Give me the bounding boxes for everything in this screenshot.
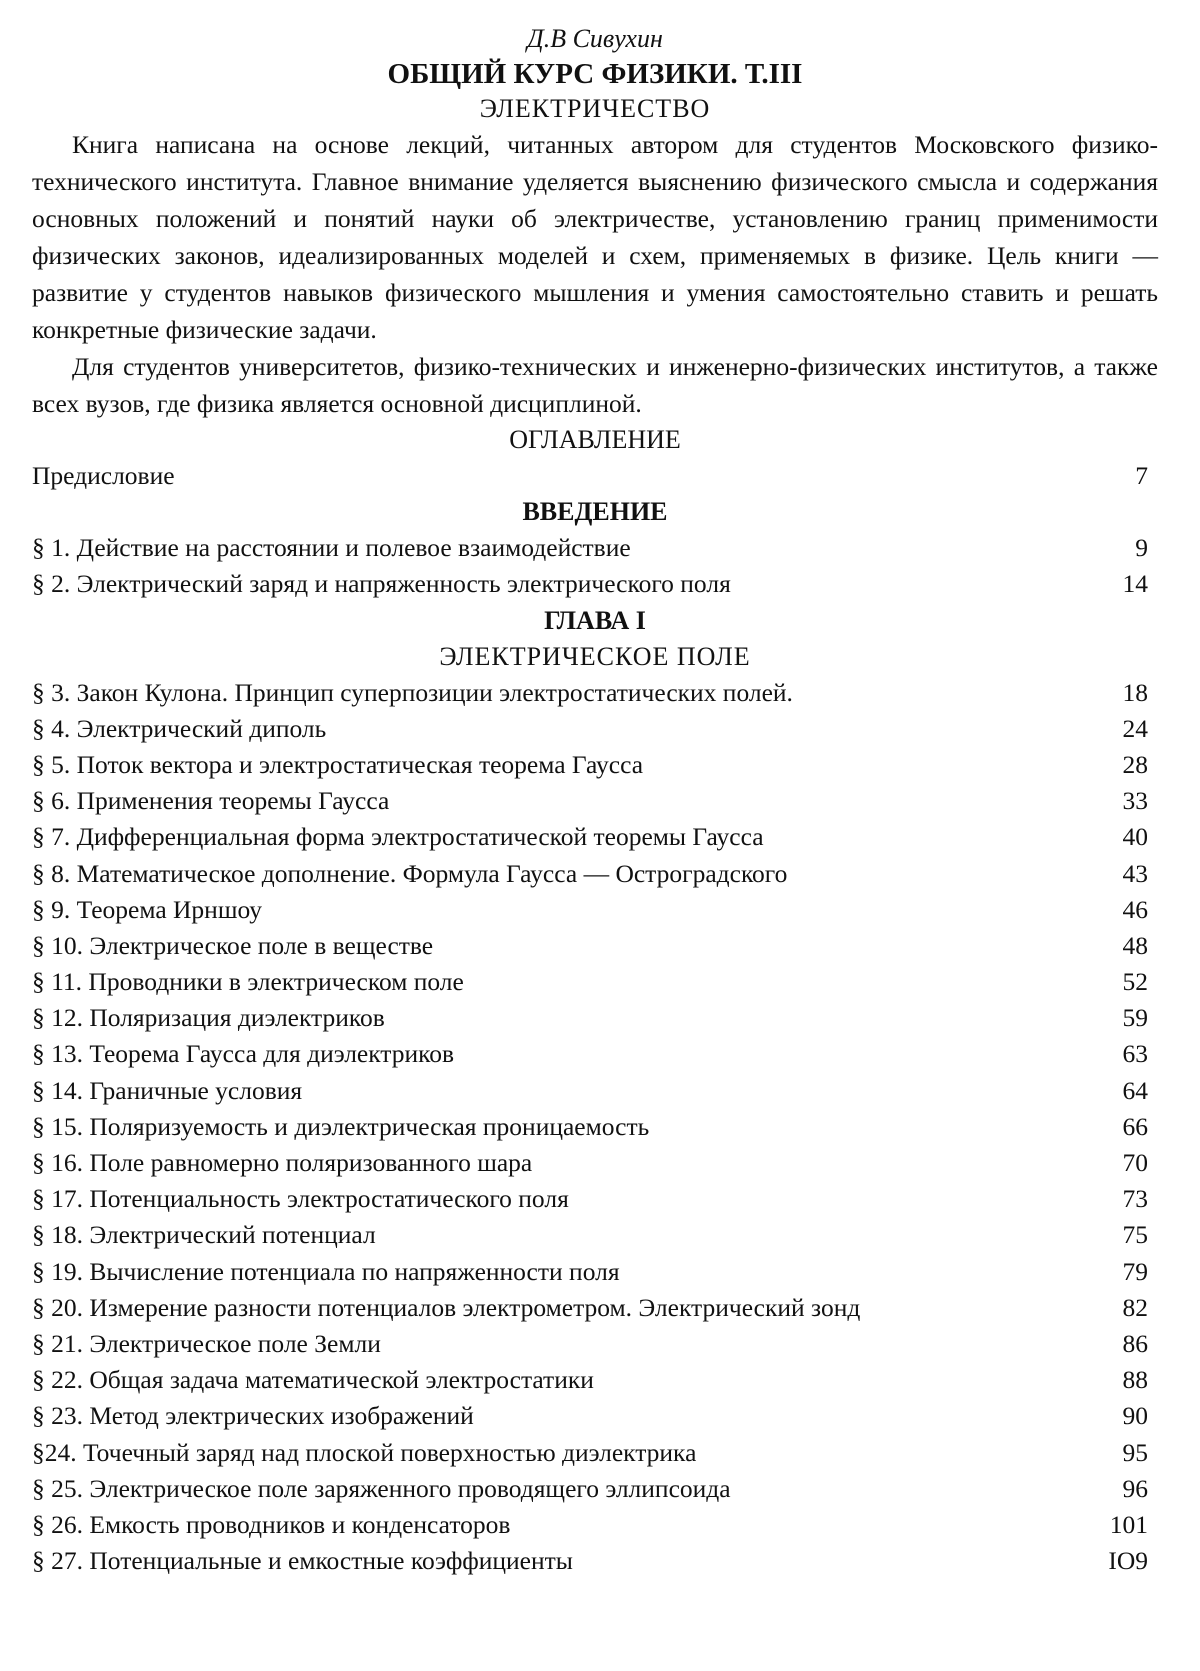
intro-heading: ВВЕДЕНИЕ xyxy=(522,497,668,527)
toc-item-page: 90 xyxy=(1122,1401,1148,1431)
toc-row[interactable] xyxy=(32,566,1158,602)
toc-item-page: 7 xyxy=(1135,461,1148,490)
toc-item-title: § 26. Емкость проводников и конденсаторов xyxy=(32,1509,511,1539)
toc-row[interactable] xyxy=(32,1435,1158,1471)
toc-item-page: 33 xyxy=(1122,786,1148,816)
toc-item-page: 48 xyxy=(1122,930,1148,960)
toc-item-page: 75 xyxy=(1122,1220,1148,1250)
toc-item-page: 79 xyxy=(1122,1256,1148,1286)
toc-item-page: 63 xyxy=(1122,1039,1148,1069)
toc-item-page: 88 xyxy=(1122,1365,1148,1395)
toc-row[interactable] xyxy=(32,1254,1158,1290)
toc-item-page: 96 xyxy=(1122,1473,1148,1503)
toc-item-title: § 15. Поляризуемость и диэлектрическая проницаемость xyxy=(32,1111,650,1141)
intro-toc-list xyxy=(32,530,1158,602)
toc-row[interactable] xyxy=(32,856,1158,892)
toc-item-title: § 4. Электрический диполь xyxy=(32,713,327,743)
toc-item-page: 52 xyxy=(1122,967,1148,997)
toc-item-page: 70 xyxy=(1122,1148,1148,1177)
annotation-paragraph-1: Книга написана на основе лекций, читанных автором для студентов Московского физико-технического института. Главное внимание уделяется выяснению физического смысла и содержания основных положений и понятий науки об электричестве, установлению границ применимости физических законов, идеализированных моделей и схем, применяемых в физике. Цель книги — развитие у студентов навыков физического мышления и умения самостоятельно ставить и решать конкретные физические задачи. xyxy=(32,130,1158,344)
toc-item-page: IO9 xyxy=(1108,1546,1148,1576)
toc-item-title: § 9. Теорема Ирншоу xyxy=(32,894,262,924)
toc-item-title: § 12. Поляризация диэлектриков xyxy=(32,1003,385,1033)
toc-item-title: § 27. Потенциальные и емкостные коэффициенты xyxy=(32,1546,573,1576)
toc-row[interactable] xyxy=(32,1507,1158,1543)
toc-item-title: § 11. Проводники в электрическом поле xyxy=(32,967,464,997)
book-subtitle: ЭЛЕКТРИЧЕСТВО xyxy=(479,94,711,123)
toc-row[interactable] xyxy=(32,1290,1158,1326)
toc-item-title: § 10. Электрическое поле в веществе xyxy=(32,930,434,960)
toc-row[interactable] xyxy=(32,1362,1158,1398)
toc-item-title: § 2. Электрический заряд и напряженность электрического поля xyxy=(32,569,731,599)
author-name: Д.В Сивухин xyxy=(527,24,663,53)
toc-row[interactable] xyxy=(32,1217,1158,1253)
toc-row[interactable] xyxy=(32,1000,1158,1036)
chapter-toc-list xyxy=(32,675,1158,1580)
toc-item-page: 73 xyxy=(1122,1184,1148,1214)
toc-item-title: § 6. Применения теоремы Гаусса xyxy=(32,786,390,816)
toc-row[interactable] xyxy=(32,1036,1158,1072)
chapter-heading: ГЛАВА I xyxy=(544,605,646,635)
toc-item-title: § 14. Граничные условия xyxy=(32,1075,303,1105)
toc-item-page: 95 xyxy=(1122,1437,1148,1467)
toc-item-title: § 7. Дифференциальная форма электростатической теоремы Гаусса xyxy=(32,822,764,852)
toc-item-title: § 25. Электрическое поле заряженного проводящего эллипсоида xyxy=(32,1473,731,1503)
toc-row[interactable] xyxy=(32,892,1158,928)
toc-row[interactable] xyxy=(32,1073,1158,1109)
toc-item-page: 59 xyxy=(1122,1003,1148,1033)
toc-item-title: § 17. Потенциальность электростатического поля xyxy=(32,1184,569,1214)
toc-item-page: 101 xyxy=(1109,1509,1148,1539)
toc-item-page: 40 xyxy=(1122,822,1148,852)
toc-item-page: 43 xyxy=(1122,858,1148,888)
toc-item-title: § 18. Электрический потенциал xyxy=(32,1220,376,1250)
toc-row[interactable] xyxy=(32,1145,1158,1181)
toc-item-page: 82 xyxy=(1122,1292,1148,1322)
toc-item-title: § 3. Закон Кулона. Принцип суперпозиции электростатических полей. xyxy=(32,677,793,707)
toc-row[interactable] xyxy=(32,1326,1158,1362)
toc-row[interactable] xyxy=(32,675,1158,711)
toc-item-page: 86 xyxy=(1122,1328,1148,1358)
toc-item-title: §24. Точечный заряд над плоской поверхностью диэлектрика xyxy=(32,1437,697,1467)
toc-item-page: 46 xyxy=(1122,894,1148,924)
toc-item-page: 9 xyxy=(1135,533,1148,563)
toc-item-title: § 16. Поле равномерно поляризованного шара xyxy=(32,1148,533,1177)
toc-row[interactable] xyxy=(32,530,1158,566)
toc-item-page: 66 xyxy=(1122,1111,1148,1141)
toc-item-title: § 22. Общая задача математической электростатики xyxy=(32,1365,594,1395)
annotation-paragraph-2: Для студентов университетов, физико-технических и инженерно-физических институтов, а также всех вузов, где физика является основной дисциплиной. xyxy=(32,352,1158,418)
toc-row[interactable] xyxy=(32,711,1158,747)
toc-row[interactable] xyxy=(32,1181,1158,1217)
toc-item-title: § 1. Действие на расстоянии и полевое взаимодействие xyxy=(32,533,631,563)
toc-heading: ОГЛАВЛЕНИЕ xyxy=(509,425,681,454)
toc-item-title: § 20. Измерение разности потенциалов электрометром. Электрический зонд xyxy=(32,1292,861,1322)
toc-item-page: 28 xyxy=(1122,749,1148,779)
toc-row[interactable] xyxy=(32,747,1158,783)
book-title: ОБЩИЙ КУРС ФИЗИКИ. Т.III xyxy=(387,58,803,90)
toc-item-page: 64 xyxy=(1122,1075,1148,1105)
toc-item-title: § 8. Математическое дополнение. Формула Гаусса — Остроградского xyxy=(32,858,788,888)
toc-row[interactable] xyxy=(32,819,1158,855)
toc-row[interactable] xyxy=(32,964,1158,1000)
toc-row-preface[interactable] xyxy=(32,458,1158,494)
toc-item-title: § 19. Вычисление потенциала по напряженности поля xyxy=(32,1256,620,1286)
toc-item-title: Предисловие xyxy=(32,461,175,490)
toc-item-title: § 5. Поток вектора и электростатическая теорема Гаусса xyxy=(32,749,644,779)
toc-row[interactable] xyxy=(32,928,1158,964)
toc-row[interactable] xyxy=(32,1471,1158,1507)
toc-item-page: 14 xyxy=(1122,569,1148,599)
toc-row[interactable] xyxy=(32,783,1158,819)
toc-item-title: § 21. Электрическое поле Земли xyxy=(32,1328,381,1358)
chapter-subheading: ЭЛЕКТРИЧЕСКОЕ ПОЛЕ xyxy=(439,641,751,671)
toc-row[interactable] xyxy=(32,1109,1158,1145)
toc-item-page: 24 xyxy=(1122,713,1148,743)
toc-item-title: § 23. Метод электрических изображений xyxy=(32,1401,474,1431)
toc-row[interactable] xyxy=(32,1543,1158,1579)
toc-row[interactable] xyxy=(32,1398,1158,1434)
toc-item-page: 18 xyxy=(1122,677,1148,707)
toc-item-title: § 13. Теорема Гаусса для диэлектриков xyxy=(32,1039,455,1069)
